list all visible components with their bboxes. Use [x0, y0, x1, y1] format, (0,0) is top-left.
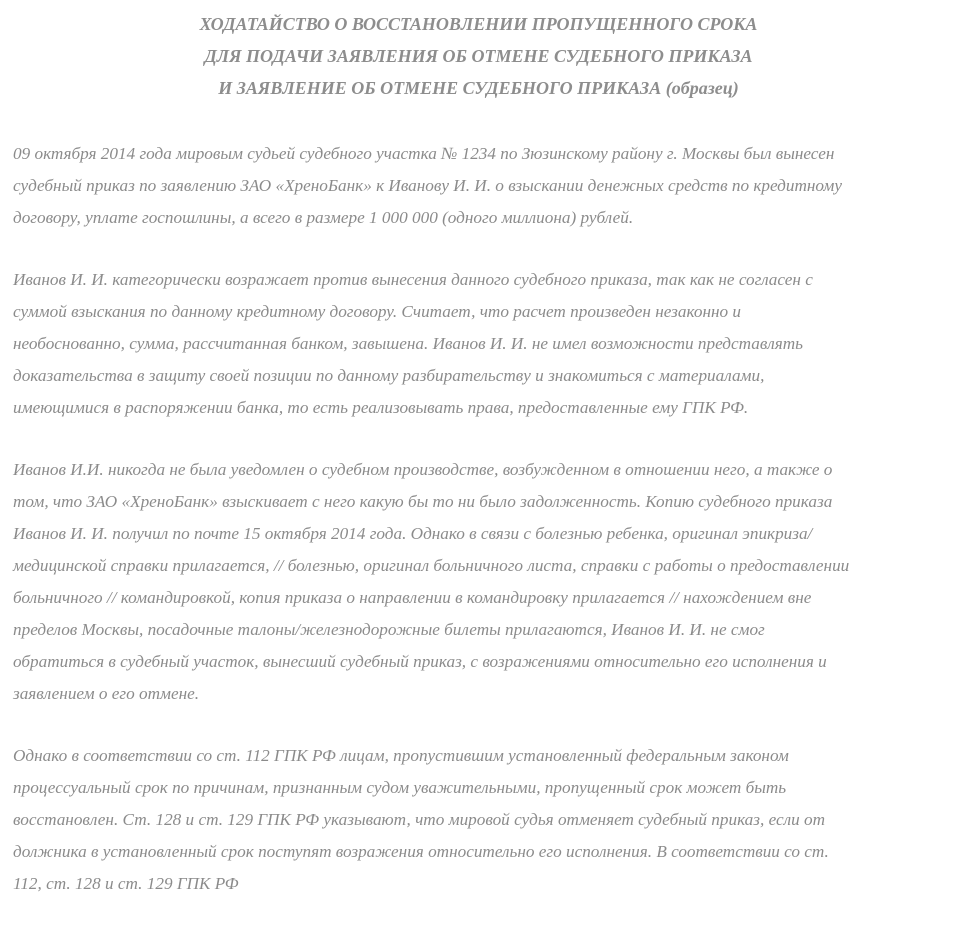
paragraph-line: медицинской справки прилагается, // болезнью, оригинал больничного листа, справки с работы о предоставлении [13, 556, 850, 575]
paragraph-court-order [13, 138, 953, 234]
paragraph-line: Иванов И. И. категорически возражает против вынесения данного судебного приказа, так как не согласен с [13, 270, 813, 289]
paragraph-line: обратиться в судебный участок, вынесший судебный приказ, с возражениями относительно его исполнения и [13, 652, 827, 671]
paragraph-line: 09 октября 2014 года мировым судьей судебного участка № 1234 по Зюзинскому району г. Москвы был вынесен [13, 144, 835, 163]
title-line-3 [0, 75, 957, 107]
title-line-1: ХОДАТАЙСТВО О ВОССТАНОВЛЕНИИ ПРОПУЩЕННОГО СРОКА [199, 14, 758, 34]
paragraph-line: Иванов И.И. никогда не была уведомлен о судебном производстве, возбужденном в отношении него, а также о [13, 460, 833, 479]
paragraph-line: доказательства в защиту своей позиции по данному разбирательству и знакомиться с материалами, [13, 366, 765, 385]
paragraph-line: больничного // командировкой, копия приказа о направлении в командировку прилагается // нахождением вне [13, 588, 812, 607]
paragraph-line: Однако в соответствии со ст. 112 ГПК РФ лицам, пропустившим установленный федеральным законом [13, 746, 789, 765]
paragraph-line: суммой взыскания по данному кредитному договору. Считает, что расчет произведен незаконно и [13, 302, 741, 321]
document-body [13, 138, 953, 930]
paragraph-line: необоснованно, сумма, рассчитанная банком, завышена. Иванов И. И. не имел возможности представлять [13, 334, 804, 353]
paragraph-line: процессуальный срок по причинам, признанным судом уважительными, пропущенный срок может быть [13, 778, 787, 797]
paragraph-line: Иванов И. И. получил по почте 15 октября 2014 года. Однако в связи с болезнью ребенка, оригинал эпикриза/ [13, 524, 813, 543]
paragraph-legal-basis [13, 740, 953, 900]
title-sample-note: (образец) [665, 78, 739, 98]
paragraph-line: судебный приказ по заявлению ЗАО «ХреноБанк» к Иванову И. И. о взыскании денежных средств по кредитному [13, 176, 842, 195]
document-title [0, 11, 957, 107]
title-line-3-main: И ЗАЯВЛЕНИЕ ОБ ОТМЕНЕ СУДЕБНОГО ПРИКАЗА [218, 78, 662, 98]
paragraph-line: заявлением о его отмене. [13, 684, 200, 703]
paragraph-line: договору, уплате госпошлины, а всего в размере 1 000 000 (одного миллиона) рублей. [13, 208, 634, 227]
paragraph-line: восстановлен. Ст. 128 и ст. 129 ГПК РФ указывают, что мировой судья отменяет судебный приказ, если от [13, 810, 825, 829]
paragraph-line: должника в установленный срок поступят возражения относительно его исполнения. В соответствии со ст. [13, 842, 829, 861]
paragraph-line: 112, ст. 128 и ст. 129 ГПК РФ [13, 874, 239, 893]
paragraph-line: пределов Москвы, посадочные талоны/железнодорожные билеты прилагаются, Иванов И. И. не смог [13, 620, 765, 639]
title-line-2: ДЛЯ ПОДАЧИ ЗАЯВЛЕНИЯ ОБ ОТМЕНЕ СУДЕБНОГО ПРИКАЗА [204, 46, 753, 66]
paragraph-objection [13, 264, 953, 424]
paragraph-notification [13, 454, 953, 710]
paragraph-line: том, что ЗАО «ХреноБанк» взыскивает с него какую бы то ни было задолженность. Копию судебного приказа [13, 492, 833, 511]
paragraph-line: имеющимися в распоряжении банка, то есть реализовывать права, предоставленные ему ГПК РФ. [13, 398, 749, 417]
